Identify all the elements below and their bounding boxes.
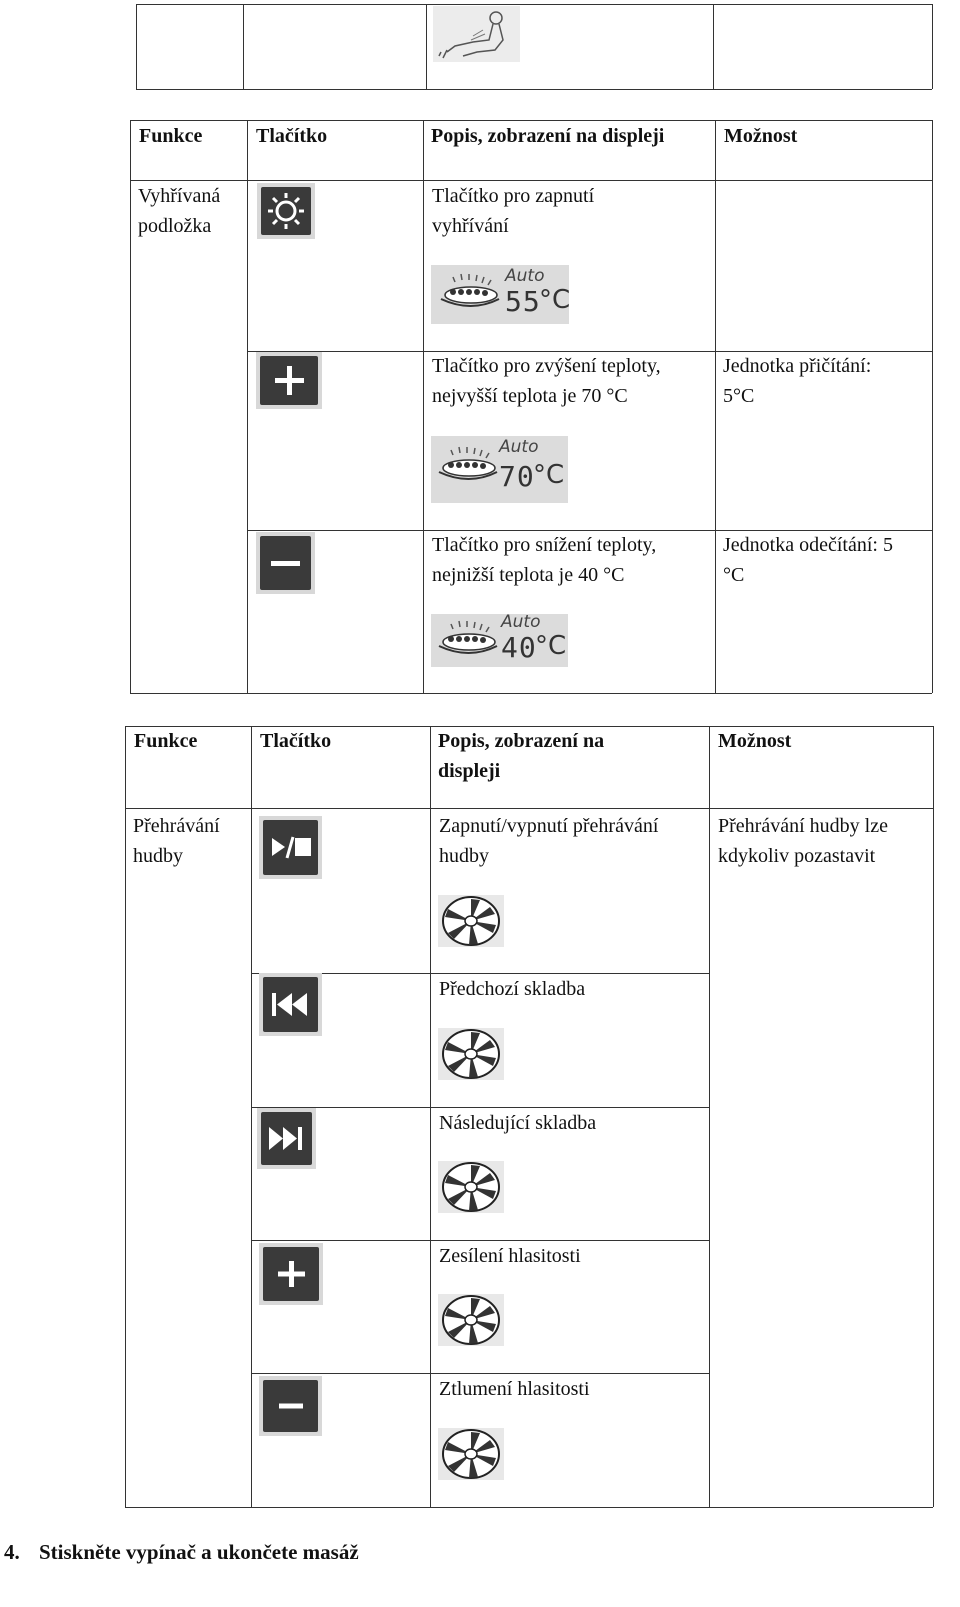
previous-track-desc: Předchozí skladba <box>439 978 586 1000</box>
plus-desc-line2: nejvyšší teplota je 70 °C <box>432 385 628 407</box>
minus-option-line2: °C <box>723 564 745 586</box>
display-auto-label: Auto <box>501 612 541 632</box>
volume-down-desc: Ztlumení hlasitosti <box>439 1378 590 1400</box>
display-unit: °C <box>539 285 571 315</box>
music-disc-icon <box>438 1028 504 1080</box>
step-number: 4. <box>4 1540 20 1564</box>
music-disc-icon <box>438 1428 504 1480</box>
display-temperature: 40 <box>501 631 537 664</box>
music-disc-icon <box>438 1294 504 1346</box>
music-disc-icon <box>438 1161 504 1213</box>
volume-up-desc: Zesílení hlasitosti <box>439 1245 581 1267</box>
next-track-button-icon <box>257 1108 316 1169</box>
heat-display-70 <box>431 436 568 503</box>
next-track-desc: Následující skladba <box>439 1112 597 1134</box>
plus-desc-line1: Tlačítko pro zvýšení teploty, <box>432 355 661 377</box>
header-tlacitko: Tlačítko <box>260 730 332 752</box>
header-tlacitko: Tlačítko <box>256 125 328 147</box>
play-stop-button-icon <box>259 816 322 879</box>
header-popis-line1: Popis, zobrazení na <box>438 730 605 752</box>
plus-button-icon <box>256 352 322 409</box>
massage-chair-person-icon <box>433 6 520 62</box>
minus-desc-line1: Tlačítko pro snížení teploty, <box>432 534 657 556</box>
header-moznost: Možnost <box>724 125 798 147</box>
music-option-line1: Přehrávání hudby lze <box>718 815 888 837</box>
display-temperature: 55 <box>505 285 541 318</box>
minus-button-icon <box>256 532 315 594</box>
volume-down-button-icon <box>259 1376 322 1436</box>
header-popis-line2: displeji <box>438 760 501 782</box>
display-auto-label: Auto <box>505 266 545 286</box>
function-name-line2: hudby <box>133 845 183 867</box>
heat-display-40 <box>431 614 568 667</box>
heat-display-55 <box>431 265 569 324</box>
function-name-line1: Vyhřívaná <box>138 185 221 207</box>
minus-desc-line2: nejnižší teplota je 40 °C <box>432 564 625 586</box>
function-name-line2: podložka <box>138 215 212 237</box>
step-4-heading <box>4 1537 359 1567</box>
header-popis: Popis, zobrazení na displeji <box>431 125 665 147</box>
heat-on-desc-line2: vyhřívání <box>432 215 509 237</box>
volume-up-button-icon <box>259 1243 323 1305</box>
plus-option-line1: Jednotka přičítání: <box>723 355 872 377</box>
header-moznost: Možnost <box>718 730 792 752</box>
play-stop-desc-line2: hudby <box>439 845 489 867</box>
minus-option-line1: Jednotka odečítání: 5 <box>723 534 893 556</box>
play-stop-desc-line1: Zapnutí/vypnutí přehrávání <box>439 815 659 837</box>
display-unit: °C <box>535 631 567 661</box>
display-unit: °C <box>533 460 565 490</box>
display-temperature: 70 <box>499 460 535 493</box>
plus-option-line2: 5°C <box>723 385 755 407</box>
display-auto-label: Auto <box>499 437 539 457</box>
music-disc-icon <box>438 895 504 947</box>
step-text: Stiskněte vypínač a ukončete masáž <box>39 1540 359 1564</box>
header-funkce: Funkce <box>134 730 198 752</box>
previous-track-button-icon <box>259 973 322 1036</box>
music-option-line2: kdykoliv pozastavit <box>718 845 876 867</box>
function-name-line1: Přehrávání <box>133 815 220 837</box>
header-funkce: Funkce <box>139 125 203 147</box>
heat-on-desc-line1: Tlačítko pro zapnutí <box>432 185 595 207</box>
heat-on-button-icon <box>257 183 315 239</box>
